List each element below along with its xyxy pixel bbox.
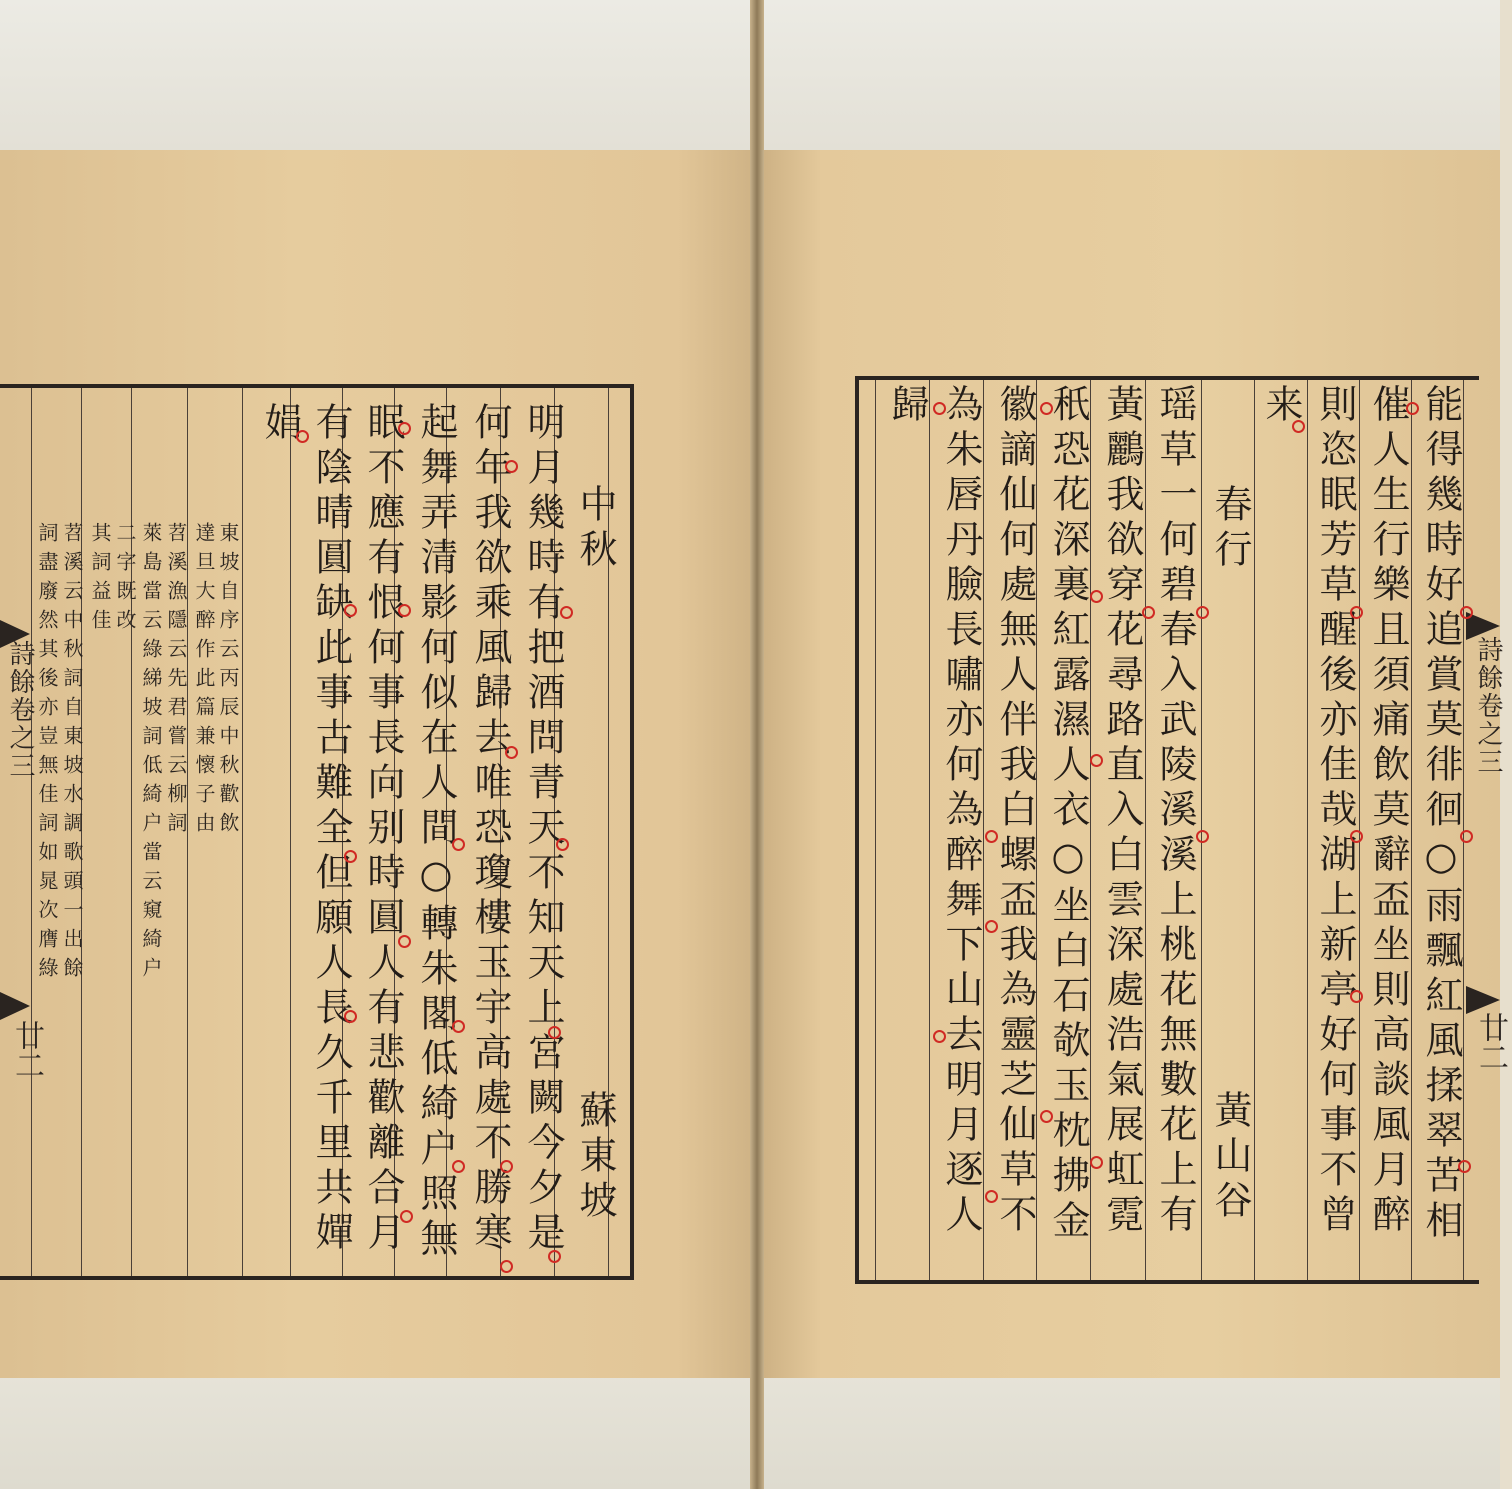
- left-poem-line-1: 明月幾時有把酒問青天不知天上宮闕今夕是: [521, 402, 565, 1257]
- red-punctuation-mark: [1090, 1156, 1103, 1169]
- red-punctuation-mark: [1196, 606, 1209, 619]
- red-punctuation-mark: [1458, 1160, 1471, 1173]
- left-commentary-5: 二字既改: [113, 522, 137, 638]
- left-poem-title: 中秋: [573, 484, 617, 574]
- red-punctuation-mark: [398, 422, 411, 435]
- right-continuation-line-1: 能得幾時好追賞莫徘徊○雨飄紅風揉翠苦相: [1419, 384, 1463, 1245]
- left-commentary-6: 其詞益佳: [88, 522, 112, 638]
- red-punctuation-mark: [556, 838, 569, 851]
- red-punctuation-mark: [1292, 420, 1305, 433]
- red-punctuation-mark: [548, 1250, 561, 1263]
- left-commentary-3: 苕溪漁隱云先君嘗云柳詞: [164, 522, 188, 841]
- left-poem-line-2: 何年我欲乘風歸去唯恐瓊樓玉宇高處不勝寒: [468, 402, 512, 1257]
- red-punctuation-mark: [985, 1190, 998, 1203]
- red-punctuation-mark: [400, 1210, 413, 1223]
- red-punctuation-mark: [985, 920, 998, 933]
- red-punctuation-mark: [1460, 830, 1473, 843]
- red-punctuation-mark: [500, 1160, 513, 1173]
- red-punctuation-mark: [1090, 754, 1103, 767]
- left-commentary-1: 東坡自序云丙辰中秋歡飲: [216, 522, 240, 841]
- red-punctuation-mark: [933, 402, 946, 415]
- right-poem-line-6: 歸: [885, 384, 929, 429]
- red-punctuation-mark: [560, 606, 573, 619]
- right-continuation-line-2: 催人生行樂且須痛飲莫辭盃坐則高談風月醉: [1366, 384, 1410, 1239]
- red-punctuation-mark: [398, 935, 411, 948]
- right-leaf-number: 廿二: [1473, 1012, 1508, 1072]
- book-gutter: [750, 0, 764, 1489]
- left-fishtail-lower: [0, 992, 30, 1020]
- red-punctuation-mark: [1406, 402, 1419, 415]
- red-punctuation-mark: [344, 850, 357, 863]
- red-punctuation-mark: [452, 838, 465, 851]
- right-continuation-line-4: 来: [1259, 384, 1303, 429]
- right-poem-line-3: 秖恐花深裏紅露濕人衣○坐白石欹玉枕拂金: [1046, 384, 1090, 1245]
- red-punctuation-mark: [500, 1260, 513, 1273]
- red-punctuation-mark: [398, 604, 411, 617]
- left-commentary-2: 達旦大醉作此篇兼懷子由: [192, 522, 216, 841]
- red-punctuation-mark: [985, 830, 998, 843]
- left-commentary-7: 苕溪云中秋詞自東坡水調歌頭一出餘: [60, 522, 84, 986]
- red-punctuation-mark: [1460, 606, 1473, 619]
- red-punctuation-mark: [1090, 590, 1103, 603]
- red-punctuation-mark: [452, 1160, 465, 1173]
- red-punctuation-mark: [344, 1010, 357, 1023]
- right-poem-line-5: 為朱唇丹臉長嘯亦何為醉舞下山去明月逐人: [939, 384, 983, 1239]
- right-poem-line-1: 瑶草一何碧春入武陵溪溪上桃花無數花上有: [1153, 384, 1197, 1239]
- red-punctuation-mark: [344, 604, 357, 617]
- right-block-center-title: 詩餘卷之三: [1473, 636, 1503, 776]
- red-punctuation-mark: [1040, 402, 1053, 415]
- left-poem-author: 蘇東坡: [573, 1090, 617, 1225]
- red-punctuation-mark: [1350, 606, 1363, 619]
- red-punctuation-mark: [296, 430, 309, 443]
- left-commentary-8: 詞盡廢然其後亦豈無佳詞如晁次膺綠: [35, 522, 59, 986]
- left-poem-line-6: 娟: [258, 402, 302, 447]
- red-punctuation-mark: [1196, 830, 1209, 843]
- red-punctuation-mark: [452, 1020, 465, 1033]
- right-poem-author: 黃山谷: [1208, 1090, 1252, 1225]
- left-commentary-4: 萊島當云綠綈坡詞低綺户當云窺綺户: [139, 522, 163, 986]
- left-poem-line-5: 有陰晴圓缺此事古難全但願人長久千里共嬋: [309, 402, 353, 1257]
- right-poem-title: 春行: [1208, 484, 1252, 574]
- red-punctuation-mark: [1350, 830, 1363, 843]
- right-poem-line-4: 徽謫仙何處無人伴我白螺盃我為靈芝仙草不: [993, 384, 1037, 1239]
- red-punctuation-mark: [548, 1026, 561, 1039]
- left-block-center-title: 詩餘卷之三: [5, 640, 35, 780]
- left-poem-line-4: 眠不應有恨何事長向别時圓人有悲歡離合月: [361, 402, 405, 1257]
- red-punctuation-mark: [1142, 606, 1155, 619]
- left-leaf-number: 廿二: [9, 1020, 44, 1080]
- red-punctuation-mark: [1040, 1110, 1053, 1123]
- red-punctuation-mark: [933, 1030, 946, 1043]
- left-poem-line-3: 起舞弄清影何似在人間○轉朱閣低綺户照無: [414, 402, 458, 1263]
- red-punctuation-mark: [505, 746, 518, 759]
- red-punctuation-mark: [1350, 990, 1363, 1003]
- right-fishtail-lower: [1466, 986, 1500, 1014]
- right-poem-line-2: 黃鸝我欲穿花尋路直入白雲深處浩氣展虹霓: [1100, 384, 1144, 1239]
- right-continuation-line-3: 則恣眠芳草醒後亦佳哉湖上新亭好何事不曾: [1313, 384, 1357, 1239]
- red-punctuation-mark: [505, 460, 518, 473]
